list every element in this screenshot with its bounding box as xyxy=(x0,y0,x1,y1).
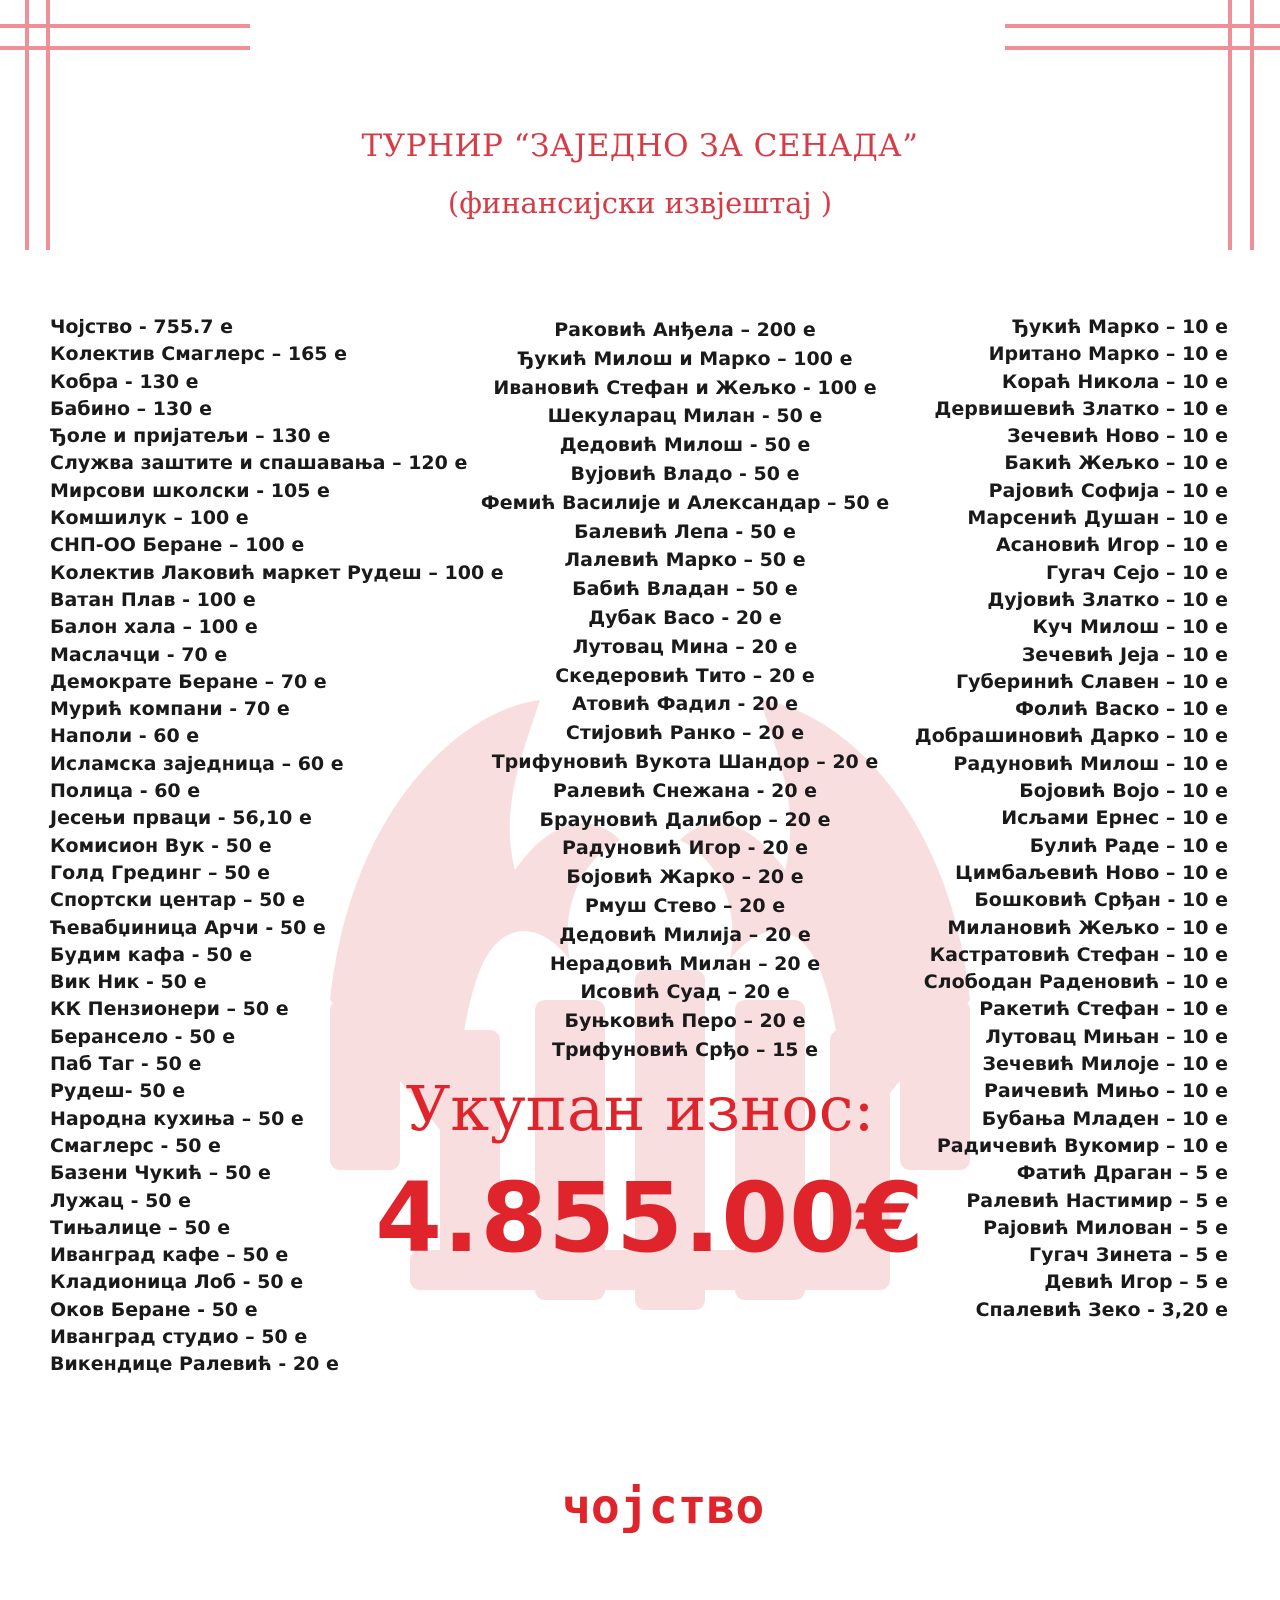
donor-list-item: Кобра - 130 е xyxy=(50,370,199,393)
donor-list-item: Ђукић Милош и Марко – 100 е xyxy=(517,347,853,370)
donor-list-item: Маслачци - 70 е xyxy=(50,643,228,666)
donor-list-item: Кладионица Лоб - 50 е xyxy=(50,1271,304,1294)
donor-list-item: Асановић Игор – 10 е xyxy=(995,534,1228,557)
donor-list-item: Викендице Ралевић - 20 е xyxy=(50,1353,339,1376)
donor-list-item: Кастратовић Стефан – 10 е xyxy=(929,943,1228,966)
donor-list-item: Дедовић Милош - 50 е xyxy=(559,434,811,457)
donor-list-item: Лалевић Марко – 50 е xyxy=(564,549,806,572)
donor-list-item: Трифуновић Срђо – 15 е xyxy=(551,1038,819,1061)
donor-list-item: Слободан Раденовић – 10 е xyxy=(923,971,1228,994)
donor-list-item: Мирсови школски - 105 е xyxy=(50,479,330,502)
donor-list-item: Ралевић Снежана - 20 е xyxy=(552,779,818,802)
donor-list-item: Демократе Беране – 70 е xyxy=(50,670,327,693)
donor-list-item: Фемић Василије и Александар – 50 е xyxy=(480,491,890,514)
donor-list-item: Ђукић Марко – 10 е xyxy=(1012,316,1228,338)
donor-list-item: Рајовић Софија – 10 е xyxy=(988,479,1228,502)
donor-list-item: Вујовић Владо - 50 е xyxy=(570,462,800,485)
donor-list-item: Буњковић Перо – 20 е xyxy=(564,1010,806,1033)
donor-list-item: Базени Чукић – 50 е xyxy=(50,1162,271,1185)
donor-list-item: Бубања Младен – 10 е xyxy=(981,1107,1228,1130)
donor-list-item: Радуновић Милош – 10 е xyxy=(953,752,1228,775)
donor-list-item: Зечевић Милоје – 10 е xyxy=(982,1053,1228,1076)
donor-list-item: Дервишевић Златко – 10 е xyxy=(934,397,1228,420)
donor-list-item: Девић Игор – 5 е xyxy=(1044,1271,1228,1294)
donor-list-item: Дедовић Милија – 20 е xyxy=(559,923,811,946)
donor-list-item: Гугач Сејо – 10 е xyxy=(1046,561,1228,584)
donor-list-item: Иванград студио – 50 е xyxy=(50,1325,308,1348)
logo-text: чојство xyxy=(562,1479,765,1535)
donor-list-item: Вик Ник - 50 е xyxy=(50,971,207,994)
donor-list-item: Ћевабџиница Арчи - 50 е xyxy=(50,916,326,939)
donor-list-item: Фолић Васко – 10 е xyxy=(1015,698,1228,721)
donor-list-item: Балон хала – 100 е xyxy=(50,616,258,639)
donor-list-item: Берансело - 50 е xyxy=(50,1025,236,1048)
donor-list-item: Бакић Жељко – 10 е xyxy=(1004,452,1228,475)
donor-list-item: Иванград кафе – 50 е xyxy=(50,1244,289,1267)
donor-list-item: Бабић Владан – 50 е xyxy=(572,578,798,601)
page-subtitle: (финансијски извјештај ) xyxy=(447,186,833,220)
donor-list-item: Раковић Анђела – 200 е xyxy=(554,319,816,341)
donor-list-item: Фатић Драган – 5 е xyxy=(1016,1162,1228,1185)
donor-list-item: Лутовац Мина – 20 е xyxy=(572,635,798,658)
donor-list-item: КК Пензионери – 50 е xyxy=(50,998,289,1021)
donor-list-item: Зечевић Јеја – 10 е xyxy=(1021,643,1228,666)
donor-list-item: Иритано Марко – 10 е xyxy=(988,343,1228,366)
donor-list-item: Добрашиновић Дарко – 10 е xyxy=(914,725,1228,748)
donor-list-item: Шекуларац Милан - 50 е xyxy=(547,405,823,428)
donor-list-item: Трифуновић Вукота Шандор – 20 е xyxy=(491,750,879,773)
donor-list-item: Јесењи прваци - 56,10 е xyxy=(50,807,312,830)
donor-list-item: Исламска заједница – 60 е xyxy=(50,752,344,775)
donor-list-item: Ракетић Стефан – 10 е xyxy=(979,998,1228,1021)
donor-list-item: Цимбаљевић Ново – 10 е xyxy=(955,861,1228,884)
donor-list-item: Бојовић Војо – 10 е xyxy=(1019,780,1228,803)
donor-list-item: Мурић компани - 70 е xyxy=(50,698,290,721)
donor-list-item: Булић Раде – 10 е xyxy=(1029,834,1228,857)
donor-list-item: Рудеш- 50 е xyxy=(50,1080,186,1103)
donor-list-item: Рајовић Милован – 5 е xyxy=(983,1216,1228,1239)
donor-list-item: Ђоле и пријатељи – 130 е xyxy=(50,425,331,448)
donor-list-item: Полица - 60 е xyxy=(50,780,201,803)
donor-list-item: Губеринић Славен – 10 е xyxy=(956,670,1228,693)
donor-list-item: Дубак Васо - 20 е xyxy=(588,606,782,629)
donor-list-item: Дујовић Златко – 10 е xyxy=(987,588,1228,611)
donor-list-item: Ватан Плав - 100 е xyxy=(50,588,256,611)
donor-list-item: Паб Таг - 50 е xyxy=(50,1053,202,1076)
donor-list-item: Спортски центар – 50 е xyxy=(50,889,306,912)
donor-list-item: Радичевић Вукомир – 10 е xyxy=(936,1134,1228,1157)
donor-list-item: Оков Беране - 50 е xyxy=(50,1298,258,1321)
donor-list-item: Радуновић Игор - 20 е xyxy=(561,837,809,860)
donor-list-item: Колектив Смаглерс – 165 е xyxy=(50,343,348,366)
donor-list-item: Рмуш Стево – 20 е xyxy=(584,894,786,917)
donor-list-item: Ралевић Настимир – 5 е xyxy=(966,1189,1228,1212)
donor-list-item: Исљами Ернес – 10 е xyxy=(1001,807,1228,830)
donor-list-item: Гугач Зинета – 5 е xyxy=(1028,1244,1228,1267)
donor-list-item: Комисион Вук - 50 е xyxy=(50,834,272,857)
donor-list-item: Спалевић Зеко - 3,20 е xyxy=(975,1298,1228,1321)
donor-list-item: Ивановић Стефан и Жељко - 100 е xyxy=(493,376,877,399)
total-amount: 4.855.00€ xyxy=(375,1162,925,1274)
donor-list-item: Нерадовић Милан – 20 е xyxy=(549,952,821,975)
donor-list-item: Тињалице – 50 е xyxy=(50,1216,231,1239)
donor-list-item: Комшилук – 100 е xyxy=(50,507,249,530)
donor-list-item: Наполи - 60 е xyxy=(50,725,200,748)
donor-list-item: Будим кафа - 50 е xyxy=(50,943,253,966)
donor-list-item: Смаглерс - 50 е xyxy=(50,1134,221,1157)
donor-list-item: Бабино – 130 е xyxy=(50,397,212,420)
donor-list-item: Народна кухиња – 50 е xyxy=(50,1107,304,1130)
donor-list-item: Исовић Суад – 20 е xyxy=(580,981,790,1004)
donor-list-item: Колектив Лаковић маркет Рудеш – 100 е xyxy=(50,561,504,584)
donor-list-item: Зечевић Ново – 10 е xyxy=(1007,425,1228,448)
page-title: ТУРНИР “ЗАЈЕДНО ЗА СЕНАДА” xyxy=(361,128,919,164)
donor-list-middle xyxy=(470,316,900,1065)
donor-list-item: Стијовић Ранко – 20 е xyxy=(565,722,805,745)
donor-list-item: Раичевић Мињо – 10 е xyxy=(983,1080,1228,1103)
cojstvo-logo-icon xyxy=(562,1472,765,1542)
total-label: Укупан износ: xyxy=(405,1072,875,1145)
donor-list-item: Куч Милош – 10 е xyxy=(1032,616,1228,639)
donor-list-item: СНП-ОО Беране – 100 е xyxy=(50,534,305,557)
donor-list-item: Лутовац Мињан – 10 е xyxy=(985,1025,1228,1048)
donor-list-item: Марсенић Душан – 10 е xyxy=(967,507,1228,530)
donor-list-item: Балевић Лепа - 50 е xyxy=(574,520,796,543)
donor-list-item: Голд Грединг – 50 е xyxy=(50,861,271,884)
donor-list-item: Чојство - 755.7 е xyxy=(50,316,233,338)
donor-list-item: Лужац - 50 е xyxy=(50,1189,192,1212)
donor-list-item: Бошковић Срђан - 10 е xyxy=(974,889,1228,912)
donor-list-item: Милановић Жељко – 10 е xyxy=(947,916,1228,939)
donor-list-item: Бојовић Жарко – 20 е xyxy=(566,866,804,889)
donor-list-item: Брауновић Далибор – 20 е xyxy=(539,808,831,831)
donor-list-item: Кораћ Никола – 10 е xyxy=(1001,370,1228,393)
donor-list-item: Служва заштите и спашавања – 120 е xyxy=(50,452,468,475)
donor-list-item: Скедеровић Тито – 20 е xyxy=(555,664,815,687)
donor-list-item: Атовић Фадил - 20 е xyxy=(572,693,798,716)
